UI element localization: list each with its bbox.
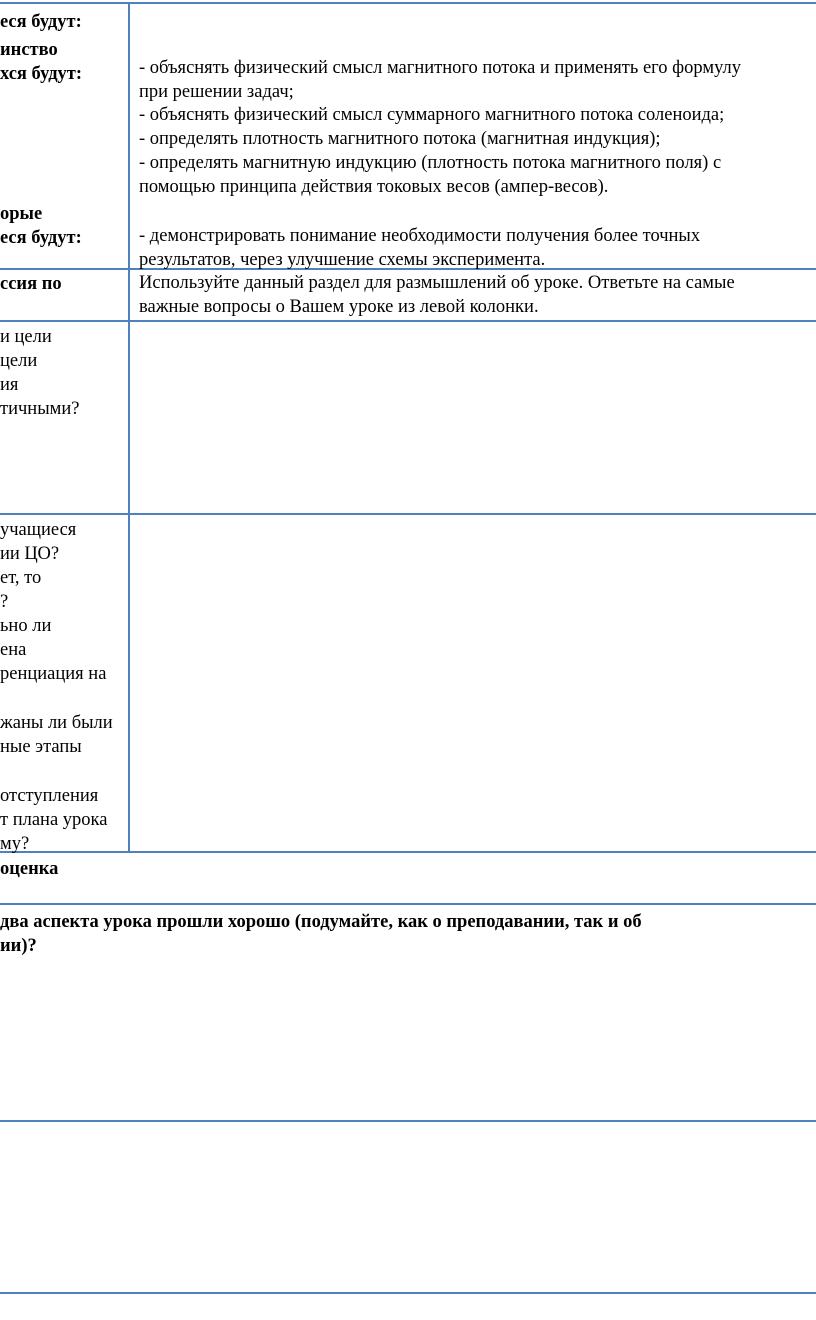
objective-line: - определять плотность магнитного потока (магнитная индукция); — [139, 129, 661, 149]
reflection-question-line: ные этапы — [0, 737, 82, 757]
summary-second-answer-area[interactable] — [0, 1122, 816, 1292]
reflection-question-line: отступления — [0, 786, 99, 806]
objectives-label-line: еся будут: — [0, 228, 82, 248]
reflection-question-line: ет, то — [0, 568, 42, 588]
reflection-question-line: му? — [0, 834, 30, 854]
reflection-instruction-line: Используйте данный раздел для размышлений об уроке. Ответьте на самые — [139, 273, 735, 293]
reflection-label: ссия по — [0, 274, 62, 294]
table-border-bottom — [0, 1292, 816, 1294]
reflection-question-line: ена — [0, 640, 27, 660]
summary-answer-area[interactable] — [0, 958, 816, 1120]
goals-answer-cell[interactable] — [130, 322, 816, 513]
objective-line: - объяснять физический смысл суммарного магнитного потока соленоида; — [139, 105, 725, 125]
reflection-question-line: ренциация на — [0, 664, 107, 684]
objective-line: при решении задач; — [139, 82, 294, 102]
goals-question-line: и цели — [0, 327, 52, 347]
reflection-question-line: т плана урока — [0, 810, 108, 830]
objective-line: - определять магнитную индукцию (плотность потока магнитного поля) с — [139, 153, 722, 173]
reflection-question-line: ьно ли — [0, 616, 52, 636]
reflection-question-line: ии ЦО? — [0, 544, 60, 564]
summary-question-line: два аспекта урока прошли хорошо (подумайте, как о преподавании, так и об — [0, 912, 642, 932]
goals-question-line: цели — [0, 351, 38, 371]
objective-line: - демонстрировать понимание необходимости получения более точных — [139, 226, 701, 246]
objectives-label-line: инство — [0, 40, 58, 60]
row-divider-summary — [0, 851, 816, 853]
objectives-label-line: хся будут: — [0, 64, 83, 84]
summary-heading: оценка — [0, 859, 59, 879]
reflection-question-line: учащиеся — [0, 520, 77, 540]
row-divider-question — [0, 903, 816, 905]
summary-question-line: ии)? — [0, 936, 37, 956]
goals-question-line: тичными? — [0, 399, 80, 419]
objectives-label-line: еся будут: — [0, 12, 82, 32]
reflection-question-line: ? — [0, 592, 9, 612]
objective-line: - объяснять физический смысл магнитного потока и применять его формулу — [139, 58, 741, 78]
reflection-instruction-line: важные вопросы о Вашем уроке из левой колонки. — [139, 297, 539, 317]
goals-question-line: ия — [0, 375, 19, 395]
table-border-top — [0, 2, 816, 4]
objectives-label-line: орые — [0, 204, 43, 224]
objective-line: помощью принципа действия токовых весов (ампер-весов). — [139, 177, 609, 197]
objective-line: результатов, через улучшение схемы эксперимента. — [139, 250, 546, 270]
questions-answer-cell[interactable] — [130, 515, 816, 851]
reflection-question-line: жаны ли были — [0, 713, 113, 733]
